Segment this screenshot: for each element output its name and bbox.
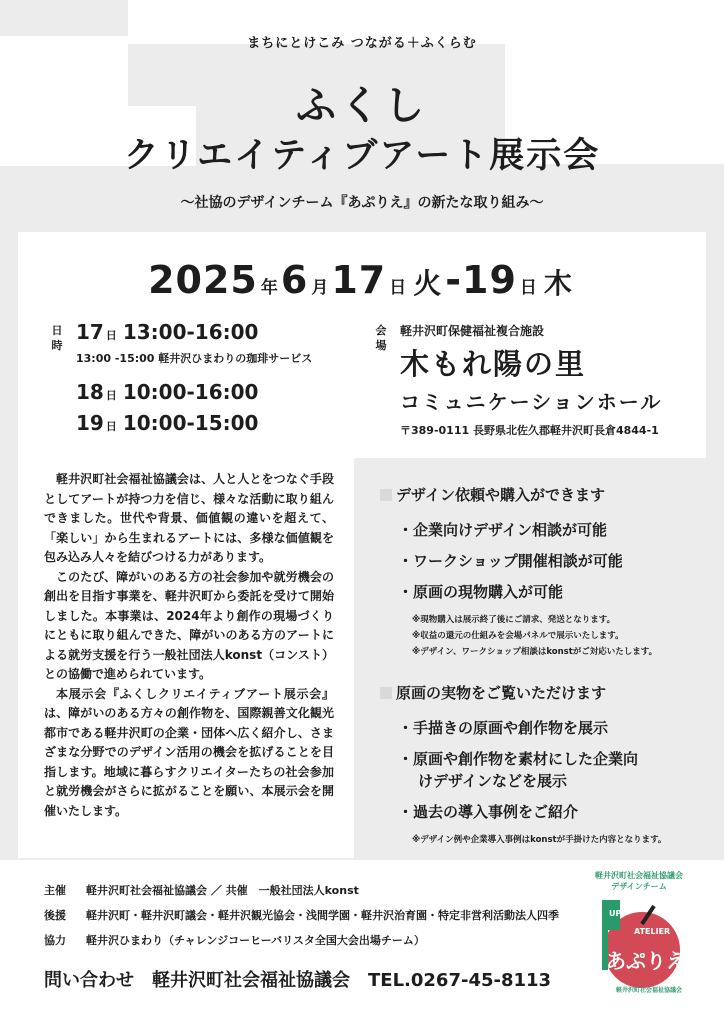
intro-text xyxy=(44,470,334,821)
square-bullet-icon xyxy=(380,687,392,699)
logo-atelier: ATELIER xyxy=(634,927,671,936)
intro-paragraph-3: 本展示会『ふくしクリエイティブアート展示会』は、障がいのある方々の創作物を、国際親善文化観光都市である軽井沢町の企業・団体へ広く紹介し、さまざまな分野でのデザイン活用の機会を拡げることを目指します。地域に暮らすクリエイターたちの社会参加と就労機会がさらに拡がることを願い、本展示会を開催いたします。 xyxy=(44,686,334,818)
date-start-day: 17 xyxy=(331,258,387,302)
venue-label: 会 場 xyxy=(375,324,387,352)
title-line-2: クリエイティブアート展示会 xyxy=(123,136,601,176)
credit-cooperation: 協力 軽井沢ひまわり（チャレンジコーヒーバリスタ全国大会出場チーム） xyxy=(44,934,425,947)
list-item: ・企業向けデザイン相談が可能 xyxy=(398,521,607,539)
contact xyxy=(44,966,569,992)
schedule-day-17: 17 日 13:00-16:00 xyxy=(76,320,259,344)
logo-mark-icon xyxy=(586,892,692,996)
list-item: ・ワークショップ開催相談が可能 xyxy=(398,552,623,570)
schedule-day-18: 18 日 10:00-16:00 xyxy=(76,380,259,404)
intro-paragraph-2: このたび、障がいのある方の社会参加や就労機会の創出を目指す事業を、軽井沢町から委託を受けて開始しました。本事業は、2024年より創作の現場づくりにともに取り組んできた、障がいのある方のアートによる就労支援を行う一般社団法人konst（コンスト）との協働で進められています。 xyxy=(44,569,334,681)
section-2-heading: 原画の実物をご覧いただけます xyxy=(380,682,700,703)
section-1-notes: ※現物購入は展示終了後にご請求、発送となります。 ※収益の還元の仕組みを会場パネルで展示いたします。 ※デザイン、ワークショップ相談はkonstがご対応いたします。 xyxy=(412,615,658,657)
section-2-list xyxy=(398,717,648,823)
list-item: ・過去の導入事例をご紹介 xyxy=(398,803,579,821)
section-original-art xyxy=(380,682,700,848)
subtitle: 〜社協のデザインチーム『あぷりえ』の新たな取り組み〜 xyxy=(180,195,544,211)
credit-organizer: 主催 軽井沢町社会福祉協議会 ／ 共催 一般社団法人konst xyxy=(44,884,359,897)
venue-name: 木もれ陽の里 xyxy=(400,347,587,381)
list-item: ・原画や創作物を素材にした企業向けデザインなどを展示 xyxy=(398,750,639,790)
schedule-note: 13:00 -15:00 軽井沢ひまわりの珈琲サービス xyxy=(76,352,313,365)
list-item: ・手描きの原画や創作物を展示 xyxy=(398,719,609,737)
credits xyxy=(44,882,559,957)
logo-up: UP xyxy=(609,909,622,918)
date-month-unit: 月 xyxy=(311,278,329,298)
date-end-day-unit: 日 xyxy=(519,278,537,298)
venue-address: 〒389-0111 長野県北佐久郡軽井沢町長倉4844-1 xyxy=(400,424,659,437)
date-start-weekday: 火 xyxy=(413,267,442,300)
section-1-heading: デザイン依頼や購入ができます xyxy=(380,484,700,505)
event-date xyxy=(0,258,724,302)
contact-tel[interactable]: TEL.0267-45-8113 xyxy=(368,970,552,991)
tagline: まちにとけこみ つながる＋ふくらむ xyxy=(247,36,477,51)
logo-name: あぷりえ xyxy=(606,949,686,973)
date-month: 6 xyxy=(280,258,309,302)
venue-hall: コミュニケーションホール xyxy=(400,390,663,414)
contact-label: 問い合わせ xyxy=(44,970,134,991)
section-1-list xyxy=(398,519,700,603)
square-bullet-icon xyxy=(380,489,392,501)
section-2-notes: ※デザイン例や企業導入事例はkonstが手掛けた内容となります。 xyxy=(412,835,667,845)
logo-sub: 軽井沢町社会福祉協議会 xyxy=(616,987,683,994)
contact-org: 軽井沢町社会福祉協議会 xyxy=(152,970,350,991)
date-end-weekday: 木 xyxy=(543,267,572,300)
intro-paragraph-1: 軽井沢町社会福祉協議会は、人と人とをつなぐ手段としてアートが持つ力を信じ、様々な活動に取り組んできました。世代や背景、価値観の違いを超えて、「楽しい」から生まれるアートには、多様な価値観を包み込み人々を結びつける力があります。 xyxy=(44,472,334,564)
date-day-unit: 日 xyxy=(389,278,407,298)
credit-support: 後援 軽井沢町・軽井沢町議会・軽井沢観光協会・浅間学園・軽井沢治育園・特定非営利活動法人四季 xyxy=(44,909,559,922)
logo-org-line-1: 軽井沢町社会福祉協議会 xyxy=(595,871,683,880)
logo-org-line-2: デザインチーム xyxy=(611,882,667,891)
date-dash: - xyxy=(445,258,462,302)
date-year-unit: 年 xyxy=(260,278,278,298)
apurie-logo xyxy=(586,870,692,1000)
date-year: 2025 xyxy=(148,258,258,302)
section-design-request xyxy=(380,484,700,660)
venue-facility: 軽井沢町保健福祉複合施設 xyxy=(400,324,545,338)
schedule-label: 日 時 xyxy=(51,324,63,352)
list-item: ・原画の現物購入が可能 xyxy=(398,583,564,601)
date-end-day: 19 xyxy=(462,258,517,302)
schedule-day-19: 19 日 10:00-15:00 xyxy=(76,411,259,435)
title-line-1: ふくし xyxy=(296,83,428,129)
